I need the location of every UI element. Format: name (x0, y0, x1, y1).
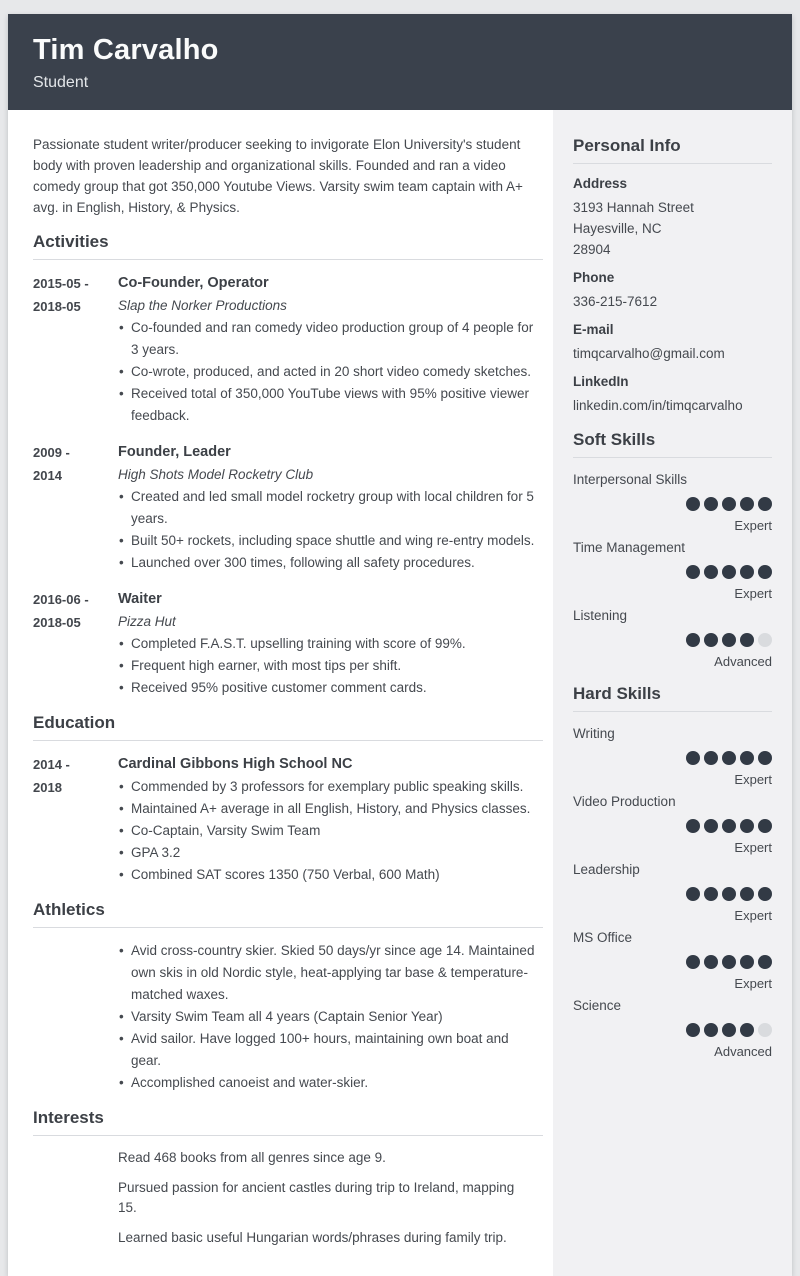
skill-level-label: Expert (734, 586, 772, 601)
personal-info-heading: Personal Info (573, 136, 772, 164)
entry-dates (33, 272, 118, 427)
skill-rating-dots (573, 751, 772, 765)
sidebar (553, 110, 792, 1276)
rating-dot (740, 497, 754, 511)
skill-level-label: Expert (734, 840, 772, 855)
skill-item (573, 996, 772, 1060)
bullet-item: • Co-wrote, produced, and acted in 20 short video comedy sketches. (118, 361, 535, 383)
rating-dot (686, 751, 700, 765)
rating-dot (758, 955, 772, 969)
entry-organization: Pizza Hut (118, 614, 176, 629)
rating-dot (758, 887, 772, 901)
entry-role: Cardinal Gibbons High School NC (118, 756, 353, 772)
bullet-item: • Maintained A+ average in all English, History, and Physics classes. (118, 798, 535, 820)
linkedin-value: linkedin.com/in/timqcarvalho (573, 398, 743, 413)
bullet-item: • Launched over 300 times, following all safety procedures. (118, 552, 535, 574)
skill-level-label: Advanced (714, 1044, 772, 1059)
entry-body (118, 1148, 543, 1248)
rating-dot (758, 1023, 772, 1037)
interests-entry (33, 1148, 543, 1248)
skill-rating-dots (573, 819, 772, 833)
rating-dot (704, 887, 718, 901)
interests-heading: Interests (33, 1108, 543, 1136)
skill-rating-dots (573, 955, 772, 969)
rating-dot (686, 633, 700, 647)
sidebar-personal-info (573, 136, 772, 416)
skill-name: MS Office (573, 930, 633, 945)
personal-info-field (573, 322, 772, 364)
skill-item (573, 606, 772, 670)
activity-entry (33, 588, 543, 699)
rating-dot (740, 751, 754, 765)
rating-dot (722, 751, 736, 765)
entry-bullet-list (118, 940, 535, 1094)
bullet-item: • Received 95% positive customer comment cards. (118, 677, 535, 699)
field-label: E-mail (573, 322, 614, 337)
skill-item (573, 724, 772, 788)
entry-role: Waiter (118, 591, 162, 607)
field-label: Phone (573, 270, 615, 285)
section-athletics (33, 900, 543, 1094)
date-start: 2015-05 - (33, 276, 89, 291)
entry-body (118, 753, 543, 886)
soft-skills-heading: Soft Skills (573, 430, 772, 458)
personal-info-field (573, 270, 772, 312)
entry-dates (33, 588, 118, 699)
rating-dot (686, 1023, 700, 1037)
skill-rating-dots (573, 1023, 772, 1037)
address-line: 28904 (573, 242, 611, 257)
entry-body (118, 272, 543, 427)
entry-role: Co-Founder, Operator (118, 275, 269, 291)
bullet-item: • Accomplished canoeist and water-skier. (118, 1072, 535, 1094)
education-entry (33, 753, 543, 886)
rating-dot (704, 565, 718, 579)
skill-item (573, 860, 772, 924)
activity-entry (33, 441, 543, 574)
resume-header (8, 14, 792, 110)
person-title: Student (33, 74, 89, 91)
personal-info-field (573, 374, 772, 416)
skill-item (573, 928, 772, 992)
rating-dot (686, 565, 700, 579)
entry-dates-empty (33, 1148, 118, 1248)
bullet-item: • Completed F.A.S.T. upselling training with score of 99%. (118, 633, 535, 655)
personal-info-field (573, 176, 772, 260)
sidebar-hard-skills (573, 684, 772, 1060)
rating-dot (758, 633, 772, 647)
activities-heading: Activities (33, 232, 543, 260)
entry-organization: High Shots Model Rocketry Club (118, 467, 314, 482)
rating-dot (704, 633, 718, 647)
entry-dates (33, 753, 118, 886)
rating-dot (704, 497, 718, 511)
bullet-item: • Frequent high earner, with most tips per shift. (118, 655, 535, 677)
skill-name: Interpersonal Skills (573, 472, 688, 487)
rating-dot (686, 819, 700, 833)
rating-dot (758, 751, 772, 765)
resume-sheet (8, 14, 792, 1276)
bullet-item: • Commended by 3 professors for exemplary public speaking skills. (118, 776, 535, 798)
bullet-item: • Co-founded and ran comedy video production group of 4 people for 3 years. (118, 317, 535, 361)
rating-dot (740, 887, 754, 901)
skill-level-label: Advanced (714, 654, 772, 669)
skill-name: Time Management (573, 540, 686, 555)
rating-dot (686, 497, 700, 511)
entry-body (118, 441, 543, 574)
athletics-heading: Athletics (33, 900, 543, 928)
rating-dot (686, 955, 700, 969)
rating-dot (740, 955, 754, 969)
entry-body (118, 940, 543, 1094)
rating-dot (722, 887, 736, 901)
entry-dates (33, 441, 118, 574)
interest-item: Learned basic useful Hungarian words/phrases during family trip. (118, 1230, 507, 1245)
rating-dot (722, 819, 736, 833)
sidebar-soft-skills (573, 430, 772, 670)
skill-name: Listening (573, 608, 628, 623)
rating-dot (740, 565, 754, 579)
summary-paragraph: Passionate student writer/producer seeking to invigorate Elon University's student body with proven leadership and organizational skills. Founded and ran a video comedy group that got 350,000 Youtube Views. Varsity swim team captain with A+ avg. in English, History, & Physics. (33, 137, 523, 215)
section-education (33, 713, 543, 886)
bullet-item: • GPA 3.2 (118, 842, 535, 864)
interest-item: Pursued passion for ancient castles during trip to Ireland, mapping 15. (118, 1180, 515, 1215)
skill-level-label: Expert (734, 908, 772, 923)
entry-bullet-list (118, 633, 535, 699)
skill-rating-dots (573, 497, 772, 511)
bullet-item: • Varsity Swim Team all 4 years (Captain Senior Year) (118, 1006, 535, 1028)
bullet-item: • Combined SAT scores 1350 (750 Verbal, 600 Math) (118, 864, 535, 886)
field-label: Address (573, 176, 628, 191)
skill-rating-dots (573, 633, 772, 647)
rating-dot (758, 819, 772, 833)
entry-body (118, 588, 543, 699)
bullet-item: • Avid cross-country skier. Skied 50 days/yr since age 14. Maintained own skis in old Nordic style, heat-applying tar base & temperature-matched waxes. (118, 940, 535, 1006)
entry-organization: Slap the Norker Productions (118, 298, 287, 313)
section-activities (33, 232, 543, 699)
rating-dot (704, 751, 718, 765)
skill-rating-dots (573, 565, 772, 579)
interest-item: Read 468 books from all genres since age 9. (118, 1150, 386, 1165)
bullet-item: • Co-Captain, Varsity Swim Team (118, 820, 535, 842)
rating-dot (704, 1023, 718, 1037)
rating-dot (722, 955, 736, 969)
address-line: 3193 Hannah Street (573, 200, 694, 215)
education-heading: Education (33, 713, 543, 741)
entry-role: Founder, Leader (118, 444, 231, 460)
rating-dot (740, 819, 754, 833)
address-line: Hayesville, NC (573, 221, 662, 236)
skill-level-label: Expert (734, 976, 772, 991)
email-value: timqcarvalho@gmail.com (573, 346, 725, 361)
skill-item (573, 538, 772, 602)
phone-value: 336-215-7612 (573, 294, 658, 309)
date-start: 2009 - (33, 445, 70, 460)
skill-item (573, 792, 772, 856)
date-end: 2014 (33, 468, 62, 483)
rating-dot (686, 887, 700, 901)
entry-dates-empty (33, 940, 118, 1094)
rating-dot (722, 633, 736, 647)
rating-dot (722, 497, 736, 511)
skill-name: Leadership (573, 862, 640, 877)
skill-name: Writing (573, 726, 615, 741)
field-label: LinkedIn (573, 374, 629, 389)
rating-dot (722, 565, 736, 579)
section-interests (33, 1108, 543, 1248)
athletics-entry (33, 940, 543, 1094)
main-column (8, 110, 553, 1276)
activity-entry (33, 272, 543, 427)
date-end: 2018-05 (33, 615, 81, 630)
date-start: 2014 - (33, 757, 70, 772)
date-end: 2018 (33, 780, 62, 795)
skill-level-label: Expert (734, 772, 772, 787)
rating-dot (722, 1023, 736, 1037)
skill-level-label: Expert (734, 518, 772, 533)
entry-bullet-list (118, 776, 535, 886)
rating-dot (704, 819, 718, 833)
bullet-item: • Received total of 350,000 YouTube views with 95% positive viewer feedback. (118, 383, 535, 427)
rating-dot (704, 955, 718, 969)
rating-dot (740, 1023, 754, 1037)
rating-dot (758, 565, 772, 579)
date-end: 2018-05 (33, 299, 81, 314)
entry-bullet-list (118, 486, 535, 574)
rating-dot (740, 633, 754, 647)
rating-dot (758, 497, 772, 511)
bullet-item: • Built 50+ rockets, including space shuttle and wing re-entry models. (118, 530, 535, 552)
person-name: Tim Carvalho (33, 34, 219, 66)
entry-bullet-list (118, 317, 535, 427)
bullet-item: • Avid sailor. Have logged 100+ hours, maintaining own boat and gear. (118, 1028, 535, 1072)
skill-name: Science (573, 998, 622, 1013)
bullet-item: • Created and led small model rocketry group with local children for 5 years. (118, 486, 535, 530)
hard-skills-heading: Hard Skills (573, 684, 772, 712)
skill-name: Video Production (573, 794, 676, 809)
skill-rating-dots (573, 887, 772, 901)
date-start: 2016-06 - (33, 592, 89, 607)
skill-item (573, 470, 772, 534)
